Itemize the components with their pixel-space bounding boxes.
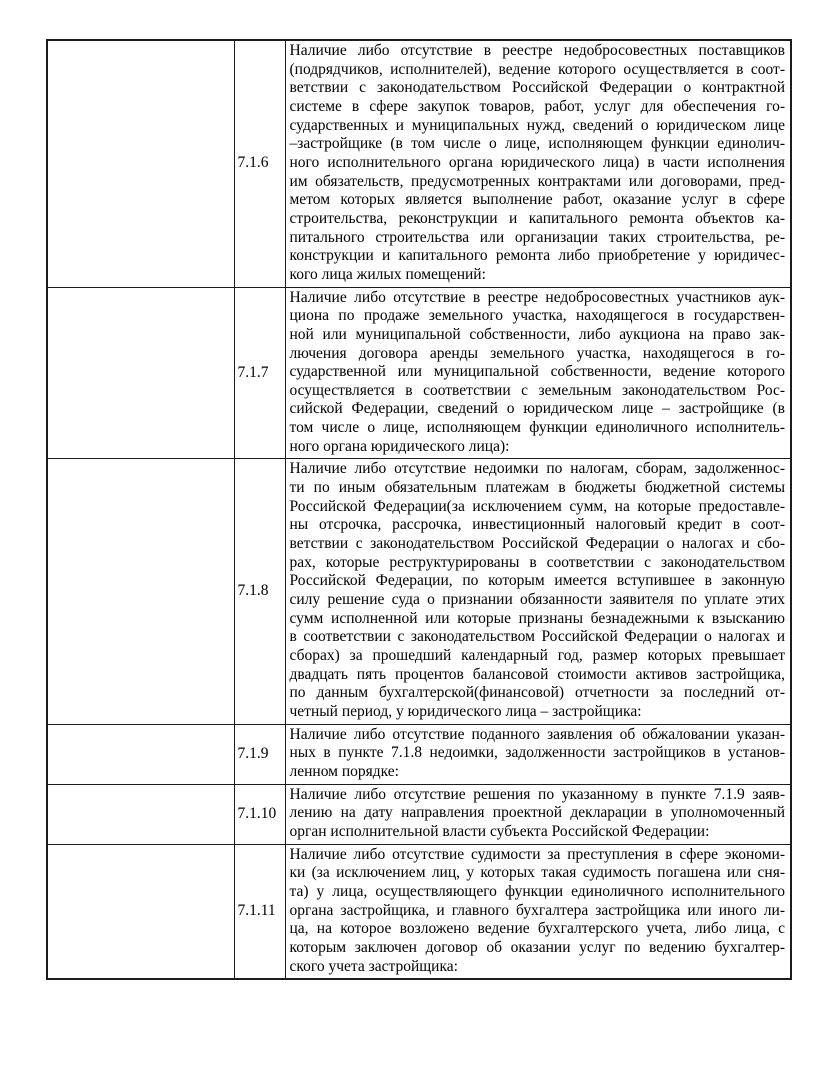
table-body: [47, 40, 791, 979]
table-row: [47, 287, 791, 459]
text-line: строительства, реконструкции и капитального ремонта объектов ка-: [289, 209, 785, 227]
text-line: та) у лица, осуществляющего функции единоличного исполнительного: [289, 882, 785, 900]
text-line: сударственной или муниципальной собственности, ведение которого: [289, 363, 785, 381]
cell-empty: [47, 724, 234, 784]
text-line: конструкции и капитального ремонта либо приобретение у юридичес-: [289, 247, 785, 265]
text-line: ленном порядке:: [289, 762, 399, 780]
text-line: рах, которые реструктурированы в соответствии с законодательством: [289, 553, 785, 571]
cell-empty: [47, 784, 234, 844]
text-line: Российской Федерации(за исключением сумм, на которые предоставле-: [289, 497, 785, 515]
cell-text: [285, 844, 791, 979]
text-line: циона по продаже земельного участка, находящегося в государствен-: [289, 307, 785, 325]
cell-number: 7.1.11: [234, 844, 285, 979]
table-row: [47, 724, 791, 784]
text-line: им обязательств, предусмотренных контрактами или договорами, пред-: [289, 172, 785, 190]
text-line: сумм исполненной или которые признаны безнадежными к взысканию: [289, 609, 785, 627]
cell-number: 7.1.8: [234, 459, 285, 724]
text-line: кого лица жилых помещений:: [289, 265, 486, 283]
text-line: силу решение суда о признании обязанности заявителя по уплате этих: [289, 591, 785, 609]
text-line: том числе о лице, исполняющем функции единоличного исполнитель-: [289, 419, 785, 437]
cell-text: [285, 724, 791, 784]
text-line: сийской Федерации, сведений о юридическом лице – застройщике (в: [289, 400, 785, 418]
text-line: по данным бухгалтерской(финансовой) отчетности за последний от-: [289, 684, 785, 702]
text-line: –застройщике (в том числе о лице, исполняющем функции единолич-: [289, 135, 785, 153]
text-line: ного исполнительного органа юридического лица) в части исполнения: [289, 153, 785, 171]
text-line: Наличие либо отсутствие в реестре недобросовестных поставщиков: [289, 42, 785, 59]
text-line: ки (за исключением лиц, у которых такая судимость погашена или сня-: [289, 864, 785, 882]
text-line: орган исполнительной власти субъекта Российской Федерации:: [289, 822, 710, 840]
text-line: метом которых является выполнение работ, оказание услуг в сфере: [289, 191, 785, 209]
cell-empty: [47, 40, 234, 287]
text-line: ной или муниципальной собственности, либо аукциона на право зак-: [289, 325, 785, 343]
text-line: ны отсрочка, рассрочка, инвестиционный налоговый кредит в соот-: [289, 516, 785, 534]
text-line: Наличие либо отсутствие судимости за преступления в сфере экономи-: [289, 845, 785, 863]
text-line: ветствии с законодательством Российской Федерации о контрактной: [289, 79, 785, 97]
text-line: сборах) за прошедший календарный год, размер которых превышает: [289, 647, 785, 664]
cell-number: 7.1.7: [234, 287, 285, 459]
text-line: ветствии с законодательством Российской Федерации о налогах и сбо-: [289, 535, 785, 553]
table-row: [47, 784, 791, 844]
text-line: ца, на которое возложено ведение бухгалтерского учета, либо лица, с: [289, 920, 785, 938]
text-line: ного органа юридического лица):: [289, 437, 510, 455]
cell-number: 7.1.10: [234, 784, 285, 844]
document-table: [46, 39, 792, 980]
text-line: которым заключен договор об оказании услуг по ведению бухгалтер-: [289, 938, 785, 956]
cell-number: 7.1.6: [234, 40, 285, 287]
text-line: системе в сфере закупок товаров, работ, услуг для обеспечения го-: [289, 97, 785, 115]
text-line: осуществляется в соответствии с земельным законодательством Рос-: [289, 381, 785, 399]
text-line: Российской Федерации, по которым имеется вступившее в законную: [289, 572, 785, 590]
table-row: [47, 40, 791, 287]
cell-empty: [47, 459, 234, 724]
text-line: ского учета застройщика:: [289, 957, 458, 975]
text-line: сударственных и муниципальных нужд, сведений о юридическом лице: [289, 116, 785, 134]
text-line: Наличие либо отсутствие поданного заявления об обжаловании указан-: [289, 725, 785, 743]
text-line: органа застройщика, и главного бухгалтера застройщика или иного ли-: [289, 901, 785, 919]
text-line: питального строительства или организации таких строительства, ре-: [289, 228, 785, 246]
text-line: лючения договора аренды земельного участка, находящегося в го-: [289, 344, 785, 362]
text-line: Наличие либо отсутствие в реестре недобросовестных участников аук-: [289, 288, 785, 306]
text-line: лению на дату направления проектной декларации в уполномоченный: [289, 804, 785, 822]
cell-text: [285, 287, 791, 459]
table-row: [47, 844, 791, 979]
text-line: Наличие либо отсутствие недоимки по налогам, сборам, задолженнос-: [289, 460, 785, 478]
text-line: (подрядчиков, исполнителей), ведение которого осуществляется в соот-: [289, 60, 785, 78]
cell-text: [285, 459, 791, 724]
cell-text: [285, 40, 791, 287]
table-row: [47, 459, 791, 724]
text-line: четный период, у юридического лица – застройщика:: [289, 702, 642, 720]
text-line: ных в пункте 7.1.8 недоимки, задолженности застройщиков в установ-: [289, 744, 785, 762]
cell-number: 7.1.9: [234, 724, 285, 784]
cell-empty: [47, 844, 234, 979]
text-line: в соответствии с законодательством Российской Федерации о налогах и: [289, 628, 785, 646]
cell-text: [285, 784, 791, 844]
text-line: Наличие либо отсутствие решения по указанному в пункте 7.1.9 заяв-: [289, 785, 785, 803]
text-line: двадцать пять процентов балансовой стоимости активов застройщика,: [289, 665, 785, 683]
text-line: ти по иным обязательным платежам в бюджеты бюджетной системы: [289, 479, 785, 497]
cell-empty: [47, 287, 234, 459]
